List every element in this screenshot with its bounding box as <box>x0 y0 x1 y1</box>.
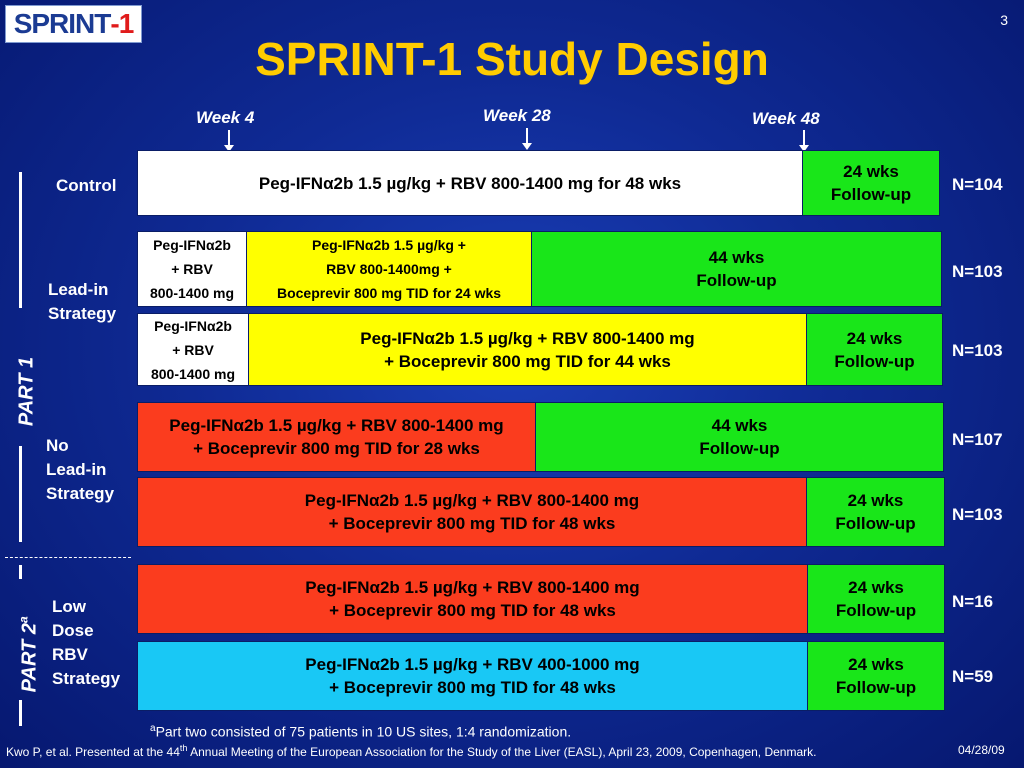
part2-lower-line <box>19 700 22 726</box>
n-value: N=103 <box>952 262 1003 281</box>
followup-line: 24 wks <box>848 655 904 674</box>
treatment-line: Peg-IFNα2b 1.5 µg/kg + RBV 800-1400 mg <box>305 578 640 597</box>
n-value: N=104 <box>952 175 1003 194</box>
citation-pre: Kwo P, et al. Presented at the 44 <box>6 745 180 759</box>
treatment-line: Peg-IFNα2b 1.5 µg/kg + RBV 800-1400 mg <box>360 328 695 348</box>
part1-lower-line <box>19 446 22 542</box>
citation-sup: th <box>179 743 188 753</box>
group-label-no-leadin-line: No <box>46 436 69 455</box>
group-label-low-dose <box>52 595 120 691</box>
week-4-arrow <box>228 130 230 146</box>
arm-leadin-44-leadin-box <box>137 313 249 386</box>
treatment-line: + Boceprevir 800 mg TID for 48 wks <box>328 514 616 533</box>
followup-line: Follow-up <box>834 351 915 371</box>
followup-line: 24 wks <box>846 328 903 348</box>
logo-text-1: -1 <box>110 8 134 39</box>
treatment-line: + Boceprevir 800 mg TID for 44 wks <box>384 351 671 371</box>
slide-date: 04/28/09 <box>958 743 1005 757</box>
group-label-control: Control <box>56 176 117 195</box>
treatment-line: Peg-IFNα2b 1.5 µg/kg + RBV 800-1400 mg <box>169 416 504 435</box>
arm-leadin-24-treatment <box>246 231 532 307</box>
group-label-leadin-line: Strategy <box>48 304 117 323</box>
treatment-line: RBV 800-1400mg + <box>326 261 452 277</box>
part-1-label: PART 1 <box>15 356 38 427</box>
leadin-line: Peg-IFNα2b <box>154 317 232 334</box>
treatment-line: + Boceprevir 800 mg TID for 28 wks <box>193 439 480 458</box>
n-value: N=103 <box>952 341 1003 360</box>
group-label-low-dose-line: Low <box>52 597 86 616</box>
treatment-line: Peg-IFNα2b 1.5 µg/kg + <box>312 237 466 253</box>
page-title: SPRINT-1 Study Design <box>255 33 769 85</box>
followup-line: Follow-up <box>835 514 916 533</box>
arm-no-leadin-28-treatment <box>137 402 536 472</box>
footnote-sup: a <box>150 723 156 734</box>
leadin-line: Peg-IFNα2b <box>153 237 231 253</box>
arm-leadin-24-leadin-box <box>137 231 247 307</box>
arm-no-leadin-48-followup <box>806 477 945 547</box>
part-2-text: PART 2 <box>18 623 41 693</box>
logo-text-sprint: SPRINT <box>13 8 111 39</box>
group-label-no-leadin-line: Strategy <box>46 484 115 503</box>
n-value: N=59 <box>952 667 994 686</box>
group-label-no-leadin <box>46 434 114 506</box>
followup-line: 44 wks <box>708 248 765 267</box>
treatment-line: Peg-IFNα2b 1.5 µg/kg + RBV 400-1000 mg <box>305 655 640 674</box>
group-label-low-dose-line: Dose <box>52 621 94 640</box>
group-label-leadin <box>48 278 116 326</box>
arm-control-followup <box>802 150 940 216</box>
group-label-low-dose-line: Strategy <box>52 669 121 688</box>
leadin-line: 800-1400 mg <box>150 365 236 382</box>
arm-no-leadin-48-treatment <box>137 477 807 547</box>
leadin-line: + RBV <box>172 341 214 358</box>
followup-line: 44 wks <box>711 416 768 435</box>
followup-line: Follow-up <box>830 185 912 204</box>
followup-line: 24 wks <box>848 578 904 597</box>
part-2-label <box>17 618 42 692</box>
arm-no-leadin-28-followup <box>535 402 944 472</box>
arm-leadin-44-followup <box>806 313 943 386</box>
treatment-line: + Boceprevir 800 mg TID for 48 wks <box>329 678 616 697</box>
followup-line: 24 wks <box>847 491 904 510</box>
n-value: N=16 <box>952 592 994 611</box>
followup-line: Follow-up <box>835 678 917 697</box>
footnote-text: Part two consisted of 75 patients in 10 US sites, 1:4 randomization. <box>155 723 572 740</box>
followup-line: Follow-up <box>835 601 917 620</box>
followup-line: Follow-up <box>699 439 780 458</box>
leadin-line: 800-1400 mg <box>149 285 235 301</box>
part2-upper-line <box>19 565 22 579</box>
arm-part2-standard-treatment <box>137 564 808 634</box>
group-label-low-dose-line: RBV <box>52 645 88 664</box>
footnote <box>150 723 571 740</box>
arm-control-treatment <box>137 150 803 216</box>
arm-part2-standard-followup <box>807 564 945 634</box>
week-28-label: Week 28 <box>483 106 551 125</box>
citation <box>6 743 816 759</box>
arm-part2-low-dose-followup <box>807 641 945 711</box>
followup-line: Follow-up <box>696 271 777 290</box>
arm-part2-low-dose-treatment <box>137 641 808 711</box>
citation-post: Annual Meeting of the European Association for the Study of the Liver (EASL), April 23, 2009, Copenhagen, Denmark. <box>187 745 817 759</box>
week-28-arrow <box>526 128 528 144</box>
treatment-line: Peg-IFNα2b 1.5 µg/kg + RBV 800-1400 mg <box>304 491 640 510</box>
followup-line: 24 wks <box>843 162 899 181</box>
arm-leadin-24-followup <box>531 231 942 307</box>
treatment-line: + Boceprevir 800 mg TID for 48 wks <box>329 601 616 620</box>
arm-leadin-44-treatment <box>248 313 807 386</box>
leadin-line: + RBV <box>171 261 213 277</box>
n-value: N=103 <box>952 505 1003 524</box>
part-divider <box>5 557 131 558</box>
group-label-no-leadin-line: Lead-in <box>46 460 107 479</box>
treatment-line: Peg-IFNα2b 1.5 µg/kg + RBV 800-1400 mg for 48 wks <box>258 173 682 193</box>
week-48-label: Week 48 <box>752 109 820 128</box>
treatment-line: Boceprevir 800 mg TID for 24 wks <box>276 285 502 301</box>
group-label-leadin-line: Lead-in <box>48 280 109 299</box>
week-4-label: Week 4 <box>196 108 255 127</box>
part-2-sup: a <box>16 616 31 624</box>
week-48-arrow <box>803 130 805 146</box>
n-value: N=107 <box>952 430 1003 449</box>
page-number: 3 <box>1000 12 1008 28</box>
part1-upper-line <box>19 172 22 308</box>
